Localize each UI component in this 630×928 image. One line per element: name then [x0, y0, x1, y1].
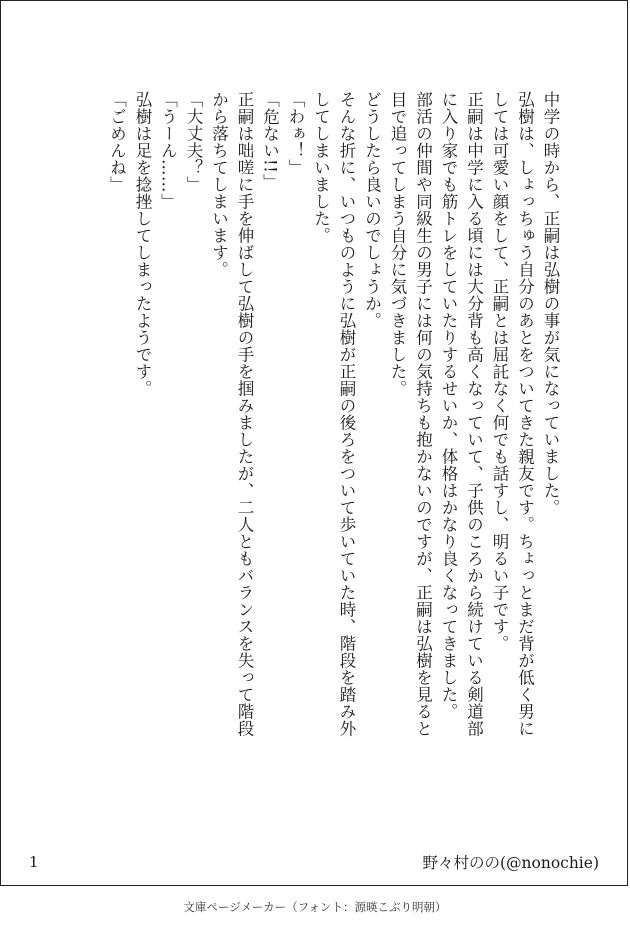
text-line: 正嗣は咄嗟に手を伸ばして弘樹の手を掴みましたが、二人ともバランスを失って階段: [235, 91, 254, 737]
text-line: しては可愛い顔をして、正嗣とは屈託なく何でも話すし、明るい子です。: [490, 91, 509, 652]
text-line: どうしたら良いのでしょうか。: [362, 91, 382, 329]
text-line: してしまいました。: [311, 91, 331, 244]
body-text: [104, 91, 563, 811]
page-number: 1: [29, 853, 39, 871]
text-line: 部活の仲間や同級生の男子には何の気持ちも抱かないのですが、正嗣は弘樹を見ると: [413, 91, 433, 737]
footer-caption: 文庫ページメーカー（フォント：源暎こぶり明朝）: [183, 900, 447, 914]
text-line: に入り家でも筋トレをしていたりするせいか、体格はかなり良くなってきました。: [439, 91, 458, 720]
text-line: 弘樹は、しょっちゅう自分のあとをついてきた親友です。ちょっとまだ背が低く男に: [515, 91, 535, 737]
text-line: から落ちてしまいます。: [209, 91, 229, 278]
text-line: そんな折に、いつものように弘樹が正嗣の後ろをついて歩いていた時、階段を踏み外: [337, 91, 356, 737]
text-line: 弘樹は足を捻挫してしまったようです。: [133, 91, 152, 397]
text-line: 正嗣は中学に入る頃には大分背も高くなっていて、子供のころから続けている剣道部: [464, 91, 484, 737]
text-line: 中学の時から、正嗣は弘樹の事が気になっていました。: [541, 91, 560, 516]
author-credit: 野々村のの(@nonochie): [422, 854, 599, 872]
text-line: 「うーん……」: [158, 91, 178, 210]
text-line: 「ごめんね」: [107, 91, 127, 193]
text-line: 「危ない!!」: [260, 91, 280, 191]
text-line: 「わぁ！」: [286, 91, 305, 176]
text-line: 「大丈夫？」: [184, 91, 203, 193]
text-line: 目で追ってしまう自分に気づきました。: [388, 91, 407, 397]
